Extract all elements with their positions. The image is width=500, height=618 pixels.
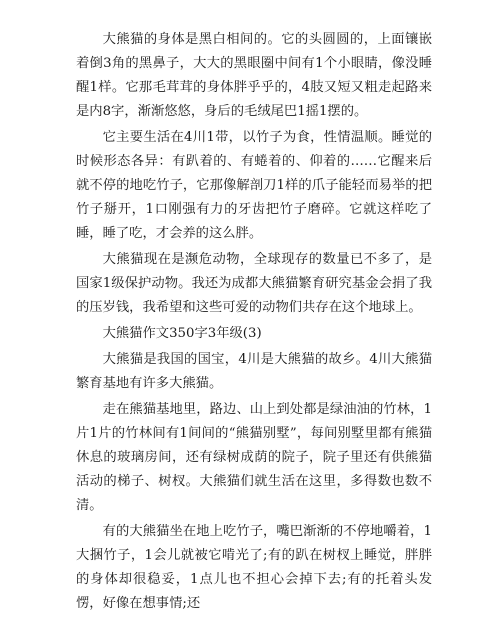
paragraph-panda-appearance: 大熊猫的身体是黑白相间的。它的头圆圆的，上面镶嵌着倒3角的黑鼻子，大大的黑眼圈中间有1个小眼睛，像没睡醒1样。它那毛茸茸的身体胖乎乎的，4肢又短又粗走起路来是内8字，渐渐悠悠，身后的毛绒尾巴1摇1摆的。 [76,32,432,119]
paragraph-national-treasure: 大熊猫是我国的国宝，4川是大熊猫的故乡。4川大熊猫繁育基地有许多大熊猫。 [76,352,432,391]
paragraph-panda-endangered: 大熊猫现在是濒危动物，全球现存的数量已不多了，是国家1级保护动物。我还为成都大熊猫繁育研究基金会捐了我的压岁钱，我希望和这些可爱的动物们共存在这个地球上。 [76,252,432,315]
paragraph-panda-activities: 有的大熊猫坐在地上吃竹子，嘴巴渐渐的不停地嚼着，1大捆竹子，1会儿就被它啃光了;有的趴在树杈上睡觉，胖胖的身体却很稳妥，1点儿也不担心会掉下去;有的托着头发愣，好像在想事情;还 [76,524,432,611]
paragraph-panda-base: 走在熊猫基地里，路边、山上到处都是绿油油的竹林，1片1片的竹林间有1间间的“熊猫别墅”，每间别墅里都有熊猫休息的玻璃房间，还有绿树成荫的院子，院子里还有供熊猫活动的梯子、树杈。大熊猫们就生活在这里，多得数也数不清。 [76,402,432,513]
document-body [76,28,432,618]
paragraph-panda-habits: 它主要生活在4川1带，以竹子为食，性情温顺。睡觉的时候形态各异：有趴着的、有蜷着的、仰着的……它醒来后就不停的地吃竹子，它那像解剖刀1样的爪子能轻而易举的把竹子掰开，1口刚强有力的牙齿把竹子磨碎。它就这样吃了睡，睡了吃，才会养的这么胖。 [76,130,432,241]
essay-heading: 大熊猫作文350字3年级(3) [102,326,262,341]
